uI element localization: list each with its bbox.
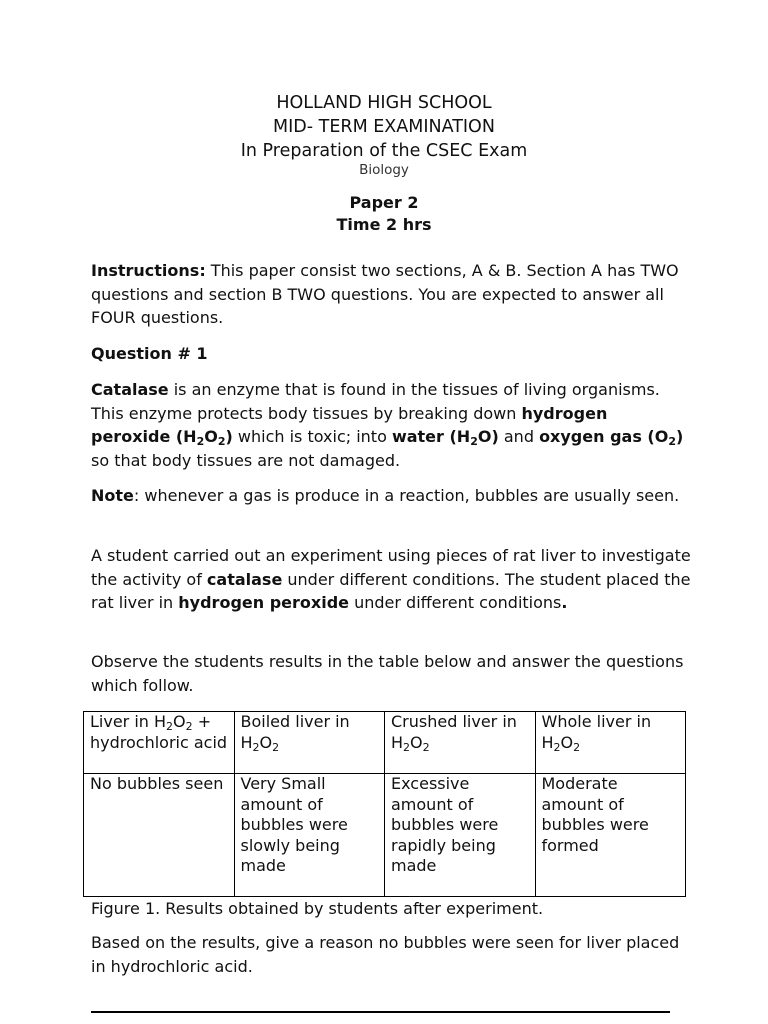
instructions-label: Instructions: — [91, 261, 206, 280]
note-label: Note — [91, 486, 134, 505]
exam-preparation: In Preparation of the CSEC Exam — [240, 141, 528, 161]
figure-caption: Figure 1. Results obtained by students after experiment. — [91, 899, 544, 918]
table-row — [84, 774, 686, 897]
results-table — [83, 711, 686, 897]
school-name: HOLLAND HIGH SCHOOL — [276, 93, 492, 113]
term-water: water $(H_2O)$ — [391, 427, 499, 448]
question-label: Question # 1 — [91, 344, 208, 363]
term-oxygen-gas: oxygen gas $(O_2)$ — [539, 427, 684, 448]
table-header-cell: Boiled liver in $H_2O_2$ — [234, 712, 385, 774]
catalase-paragraph — [91, 378, 691, 472]
paper-number: Paper 2 — [349, 193, 419, 212]
para1-text-4: so that body tissues are not damaged. — [91, 450, 401, 470]
term-hydrogen-peroxide-2: hydrogen peroxide — [178, 593, 349, 612]
para1-text-2: which is toxic; into — [232, 427, 392, 446]
table-header-cell: Liver in $H_2O_2$ + hydrochloric acid — [84, 712, 235, 774]
note-text: : whenever a gas is produce in a reaction, bubbles are usually seen. — [133, 486, 680, 505]
answer-line[interactable] — [91, 1011, 670, 1013]
table-header-cell: Crushed liver in $H_2O_2$ — [385, 712, 536, 774]
table-cell: No bubbles seen — [84, 774, 235, 897]
para1-text-3: and — [498, 427, 540, 446]
question-prompt: Based on the results, give a reason no bubbles were seen for liver placed in hydrochloric acid. — [91, 933, 680, 976]
table-header-cell: Whole liver in $H_2O_2$ — [535, 712, 686, 774]
table-cell: Very Small amount of bubbles were slowly being made — [234, 774, 385, 897]
term-catalase: Catalase — [91, 380, 169, 399]
para2-text-1: A student carried out an experiment using pieces of rat liver to investigate the activity of — [91, 546, 691, 589]
instructions — [91, 259, 691, 330]
instructions-text: This paper consist two sections, A & B. Section A has TWO questions and section B TWO questions. You are expected to answer all FOUR questions. — [91, 261, 679, 327]
subject-name: Biology — [359, 162, 409, 178]
para2-text-2: under different conditions. The student placed the rat liver in — [91, 569, 691, 612]
table-cell: Moderate amount of bubbles were formed — [535, 774, 686, 897]
para1-text-1: is an enzyme that is found in the tissues of living organisms. This enzyme protects body tissues by breaking down — [91, 380, 660, 423]
observe-paragraph: Observe the students results in the table below and answer the questions which follow. — [91, 652, 684, 695]
experiment-paragraph — [91, 544, 691, 615]
exam-title: MID- TERM EXAMINATION — [273, 117, 495, 137]
table-header-row — [84, 712, 686, 774]
table-cell: Excessive amount of bubbles were rapidly being made — [385, 774, 536, 897]
paper-time: Time 2 hrs — [336, 215, 432, 234]
paper-info — [0, 192, 768, 236]
term-catalase-2: catalase — [206, 569, 283, 589]
para2-text-3: under different conditions — [349, 593, 562, 612]
note-paragraph — [91, 484, 691, 508]
exam-header — [0, 91, 768, 178]
term-hydrogen-peroxide: hydrogen peroxide $(H_2O_2)$ — [91, 403, 608, 448]
para2-period: . — [561, 593, 568, 612]
